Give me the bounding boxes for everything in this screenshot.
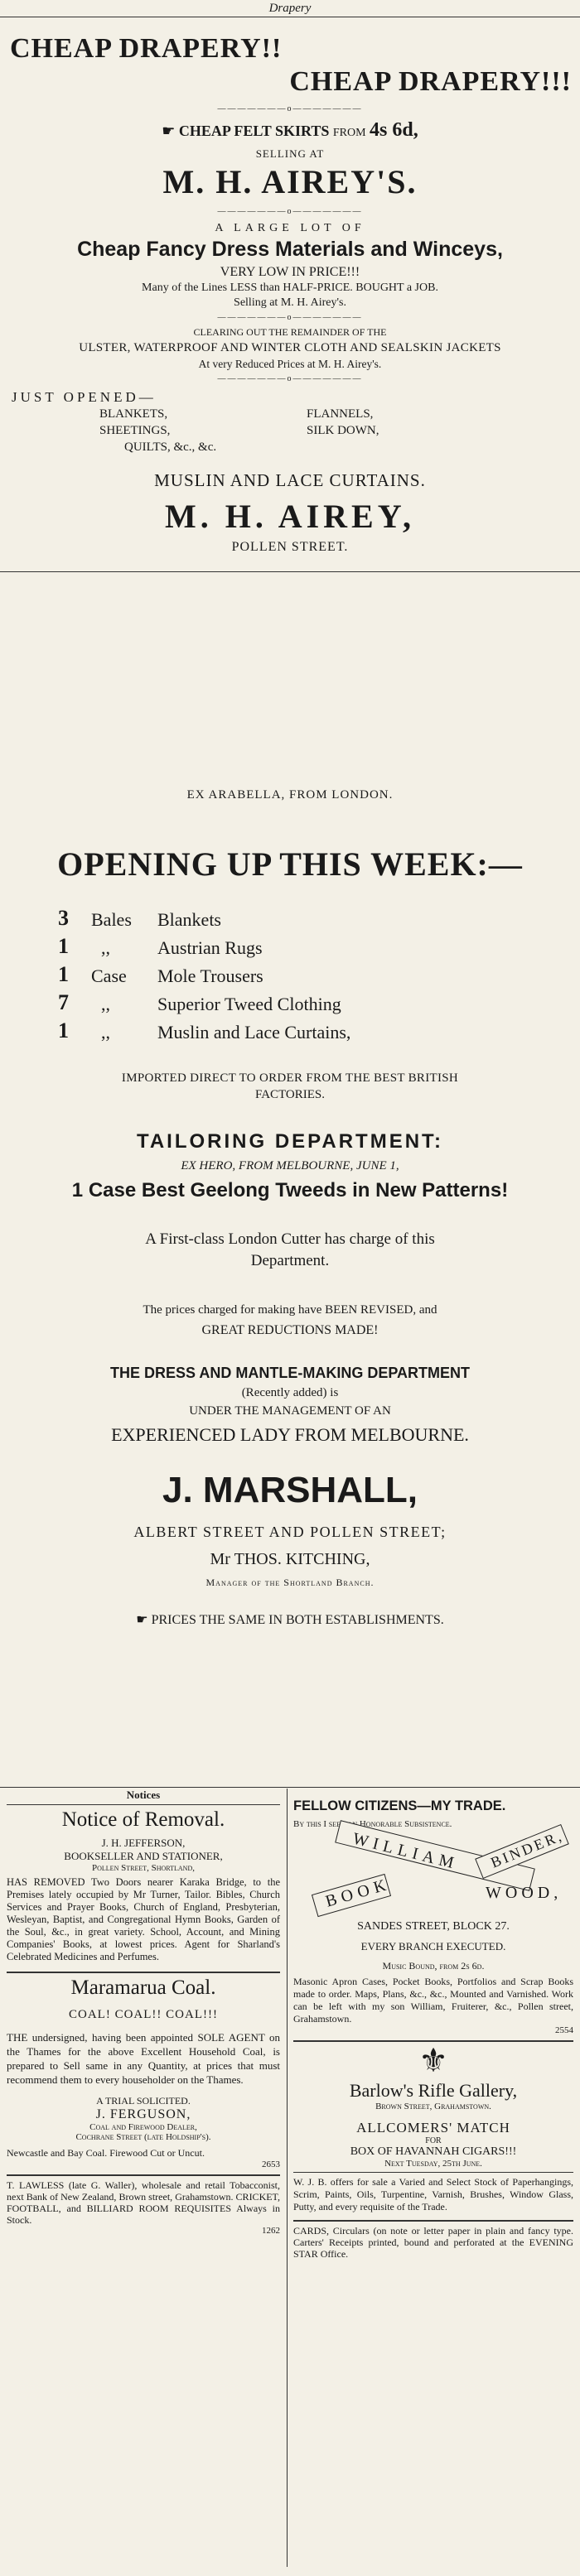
goods-silk-down: SILK DOWN, [307,424,379,437]
ex-hero: EX HERO, FROM MELBOURNE, JUNE 1, [181,1159,399,1172]
albert-pollen-street: ALBERT STREET AND POLLEN STREET; [133,1524,447,1540]
coal-cry: COAL! COAL!! COAL!!! [69,2008,218,2021]
goods-quilts: QUILTS, &c., &c. [124,441,217,454]
ornament-divider: ———————o——————— [217,207,363,216]
dress-mantle-dept: THE DRESS AND MANTLE-MAKING DEPARTMENT [110,1365,470,1381]
thos-kitching: Mr THOS. KITCHING, [210,1550,370,1568]
notices-left-column [7,1803,280,2236]
lawless-number: 1262 [262,2226,280,2236]
wood-music: Music Bound, from 2s 6d. [382,1960,485,1972]
cards-notice [293,2225,573,2260]
rifle-cigars: BOX OF HAVANNAH CIGARS!!! [350,2145,517,2158]
coal-address: Cochrane Street (late Holdship's). [75,2132,211,2142]
rule [0,571,580,572]
selling-at-airey: Selling at M. H. Airey's. [234,296,346,309]
pointing-hand-icon: ☛ [162,123,176,139]
cutter-line-1: A First-class London Cutter has charge of this [145,1230,435,1248]
imported-direct: IMPORTED DIRECT TO ORDER FROM THE BEST BRITISH [121,1071,459,1085]
clearing: CLEARING OUT THE REMAINDER OF THE [193,326,387,338]
item-desc: Blankets [157,909,221,930]
rifle-notice [293,2042,573,2213]
wood-body: Masonic Apron Cases, Pocket Books, Portfolios and Scrap Books made to order. Maps, Plans, &c., &c., Mounted and Varnished. Work can be left with my son William, Fruiterer, &c., Pollen street, Grahamstown. [293,1976,573,2025]
lawless-notice [7,2179,280,2236]
wood-subsistence: By this I seek an Honorable Subsistence. [293,1819,452,1829]
column-divider [287,1789,288,2567]
rule [0,1787,580,1788]
skirts-line: ☛ CHEAP FELT SKIRTS FROM 4s 6d, [162,119,418,141]
selling-at: SELLING AT [255,147,325,160]
rifle-date: Next Tuesday, 25th June. [384,2159,482,2169]
marshall-name: J. MARSHALL, [162,1470,418,1510]
goods-blankets: BLANKETS, [99,407,168,421]
goods-flannels: FLANNELS, [307,407,374,421]
item-desc: Austrian Rugs [157,937,263,958]
ribbon-binder: BINDER, [488,1827,566,1871]
item-desc: Mole Trousers [157,965,263,986]
muslin-lace: MUSLIN AND LACE CURTAINS. [154,470,426,490]
factories: FACTORIES. [254,1088,326,1101]
wood-notice [293,1798,573,2035]
geelong-tweeds: 1 Case Best Geelong Tweeds in New Patterns! [71,1179,509,1201]
reduced-prices: At very Reduced Prices at M. H. Airey's. [198,358,382,370]
item-unit: ,, [101,994,110,1014]
removal-name: J. H. JEFFERSON, [101,1837,186,1849]
coal-newcastle: Newcastle and Bay Coal. Firewood Cut or Uncut. [7,2147,205,2159]
item-unit: ,, [101,937,110,958]
item-qty: 7 [58,990,69,1014]
ribbon-book: BOOK [323,1875,394,1911]
wood-title: FELLOW CITIZENS—MY TRADE. [293,1798,506,1813]
wood-every-branch: EVERY BRANCH EXECUTED. [360,1940,506,1952]
cards-body: CARDS, Circulars (on note or letter paper in plain and fancy type. Carters' Receipts printed, bound and perforated at the EVENING STAR Office. [293,2225,573,2260]
experienced-lady: EXPERIENCED LADY FROM MELBOURNE. [111,1424,469,1445]
cutter-line-2: Department. [250,1252,330,1269]
coal-number: 2653 [262,2160,280,2169]
pollen-street: POLLEN STREET. [231,540,349,554]
lawless-body: T. LAWLESS (late G. Waller), wholesale and retail Tobacconist, next Bank of New Zealand, Brown street, Grahamstown. CRICKET, FOOTBALL, and BILLIARD ROOM REQUISITES Always in Stock. [7,2179,280,2226]
airey-name: M. H. AIREY, [165,498,415,535]
ulster-jackets: ULSTER, WATERPROOF AND WINTER CLOTH AND SEALSKIN JACKETS [79,341,501,354]
item-qty: 3 [58,906,69,930]
airey-name-large: M. H. AIREY'S. [162,163,418,200]
ornament-divider: ———————o——————— [217,313,363,322]
ornament-divider: ———————o——————— [217,104,363,113]
item-unit: Case [91,965,127,986]
removal-title: Notice of Removal. [61,1808,225,1831]
large-lot: A LARGE LOT OF [215,222,365,234]
ribbon-wood: WOOD, [486,1884,563,1902]
item-desc: Superior Tweed Clothing [157,994,341,1014]
removal-notice [7,1808,280,1963]
removal-trade: BOOKSELLER AND STATIONER, [64,1850,223,1862]
opening-up: OPENING UP THIS WEEK:— [57,845,523,883]
rifle-address: Brown Street, Grahamstown. [375,2102,491,2111]
ribbon-william: WILLIAM [350,1829,461,1874]
wood-number: 2554 [555,2025,573,2035]
running-head: Drapery [268,2,312,15]
tailoring-department: TAILORING DEPARTMENT: [136,1130,444,1153]
rifle-title: Barlow's Rifle Gallery, [349,2080,518,2101]
item-unit: ,, [101,1022,110,1042]
very-low-price: VERY LOW IN PRICE!!! [220,265,360,279]
notices-heading: Notices [126,1789,161,1801]
goods-sheetings: SHEETINGS, [99,424,171,437]
removal-address: Pollen Street, Shortland, [92,1863,195,1873]
headline-cheap-drapery: CHEAP DRAPERY!! [10,33,283,64]
headline-cheap-drapery-2: CHEAP DRAPERY!!! [289,66,572,97]
great-reductions: GREAT REDUCTIONS MADE! [201,1323,379,1337]
notices-right-column [293,1798,573,2260]
rifle-allcomers: ALLCOMERS' MATCH [356,2120,510,2135]
coal-body: THE undersigned, having been appointed SOLE AGENT on the Thames for the above Excellent Household Coal, is prepared to Sell same in any Quantity, at prices that must recommend them to every householder on the Thames. [7,2031,280,2086]
item-qty: 1 [58,934,69,958]
same-prices-line: ☛ PRICES THE SAME IN BOTH ESTABLISHMENTS. [136,1613,444,1627]
removal-body: HAS REMOVED Two Doors nearer Karaka Bridge, to the Premises lately occupied by Mr Turner, Tailor. Bibles, Church Services and Prayer Books, Church of England, Presbyterian, Wesleyan, Baptist, and Congregational Hymn Books, Garden of the Soul, &c., in great variety. School, Account, and Mining Companies' Books, at lowest prices. Agent for Sharland's Celebrated Medicines and Perfumes. [7,1876,280,1962]
prices-revised: The prices charged for making have BEEN REVISED, and [143,1303,437,1317]
pointing-hand-icon: ☛ [136,1613,148,1627]
coal-trial: A TRIAL SOLICITED. [96,2095,191,2107]
item-list [0,906,580,1051]
coal-title: Maramarua Coal. [70,1977,216,1999]
recently-added: (Recently added) is [241,1386,339,1399]
manager-shortland: Manager of the Shortland Branch. [205,1577,375,1588]
cheap-fancy-dress: Cheap Fancy Dress Materials and Winceys, [77,238,503,261]
rifle-wjb: W. J. B. offers for sale a Varied and Select Stock of Paperhangings, Scrim, Paints, Oils, Turpentine, Varnish, Brushes, Window Glass, Putty, and every requisite of the Trade. [293,2176,573,2212]
ornament-divider: ———————o——————— [217,374,363,383]
item-qty: 1 [58,962,69,986]
wood-address: SANDES STREET, BLOCK 27. [357,1920,510,1933]
item-qty: 1 [58,1018,69,1042]
rifle-for: FOR [425,2136,442,2145]
royal-crest-icon: ⚜ [418,2042,448,2079]
ex-arabella: EX ARABELLA, FROM LONDON. [186,788,394,802]
wood-ribbon-banner [293,1829,573,1920]
coal-name: J. FERGUSON, [95,2107,191,2121]
item-unit: Bales [91,909,132,930]
under-management: UNDER THE MANAGEMENT OF AN [189,1404,391,1418]
item-desc: Muslin and Lace Curtains, [157,1022,351,1042]
just-opened: JUST OPENED— [12,389,157,405]
many-lines: Many of the Lines LESS than HALF-PRICE. BOUGHT a JOB. [142,282,438,294]
coal-notice [7,1977,280,2169]
coal-trade: Coal and Firewood Dealer, [89,2122,197,2132]
